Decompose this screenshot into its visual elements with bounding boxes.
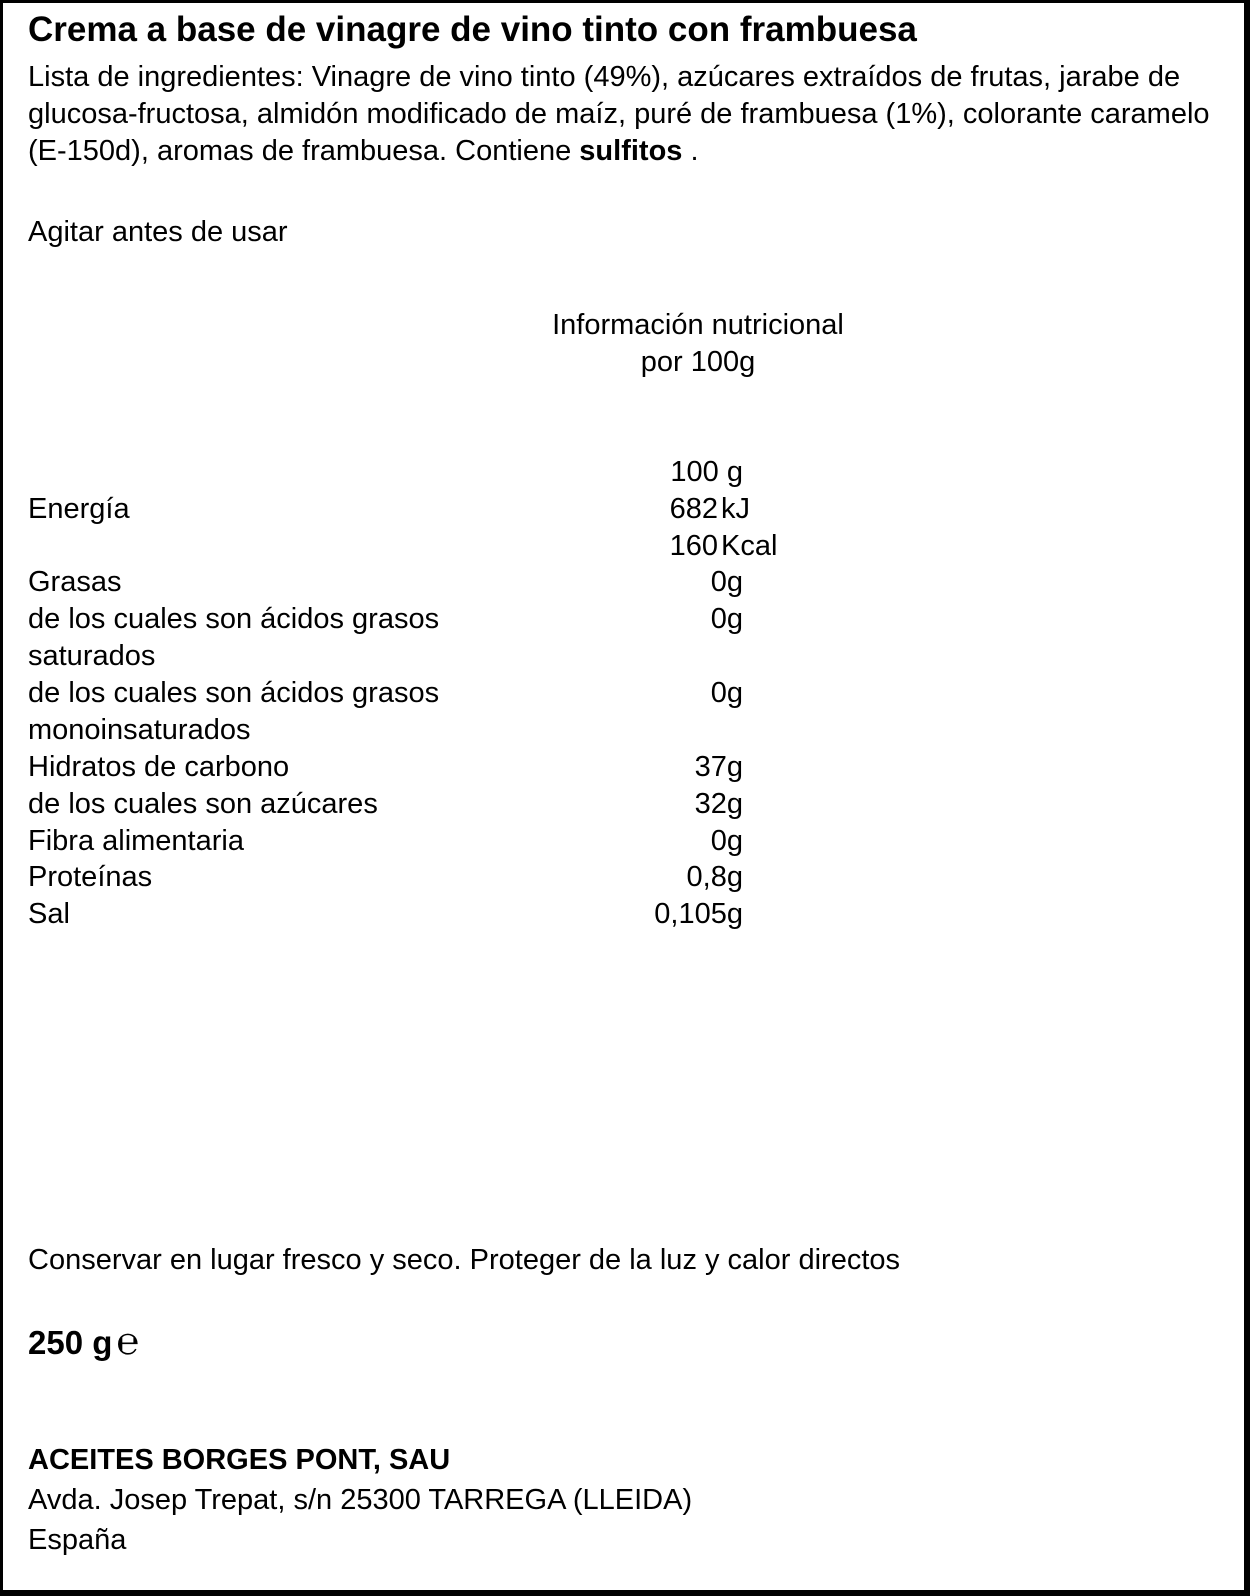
- usage-instructions: Agitar antes de usar: [28, 216, 288, 248]
- net-weight-value: 250 g: [28, 1324, 113, 1361]
- energy-label: Energía: [28, 493, 130, 525]
- ingredients-end: .: [682, 135, 699, 167]
- ingredients-text: Lista de ingredientes: Vinagre de vino tinto (49%), azúcares extraídos de frutas, jarabe de glucosa-fructosa, almidón modificado de maíz, puré de frambuesa (1%), colorante caramelo (E-150d), aromas de frambuesa. Contiene: [28, 61, 1210, 167]
- nutrient-label-monounsaturated: de los cuales son ácidos grasos: [28, 677, 440, 709]
- energy-kcal-unit: Kcal: [721, 530, 778, 562]
- manufacturer-name: ACEITES BORGES PONT, SAU: [28, 1444, 451, 1476]
- estimated-sign-icon: ℮: [116, 1319, 140, 1363]
- nutrient-value-sugars: 32g: [694, 788, 743, 820]
- energy-kj-unit: kJ: [721, 493, 750, 525]
- nutrient-label-fat: Grasas: [28, 566, 122, 598]
- nutrient-label-saturated: de los cuales son ácidos grasos: [28, 603, 440, 635]
- nutrient-value-fat: 0g: [710, 566, 743, 598]
- manufacturer-address: Avda. Josep Trepat, s/n 25300 TARREGA (LLEIDA): [28, 1484, 693, 1516]
- net-weight: [28, 1321, 139, 1363]
- nutrient-value-monounsaturated: 0g: [710, 677, 743, 709]
- nutrient-value-carbohydrates: 37g: [694, 751, 743, 783]
- nutrition-heading: Información nutricional: [552, 309, 844, 341]
- nutrient-label-sugars: de los cuales son azúcares: [28, 788, 378, 820]
- nutrient-value-protein: 0,8g: [686, 861, 743, 893]
- nutrient-label-saturated-cont: saturados: [28, 640, 156, 672]
- nutrient-label-protein: Proteínas: [28, 861, 153, 893]
- nutrient-label-salt: Sal: [28, 898, 70, 930]
- nutrient-label-monounsaturated-cont: monoinsaturados: [28, 714, 251, 746]
- nutrient-value-fibre: 0g: [710, 825, 743, 857]
- nutrient-label-carbohydrates: Hidratos de carbono: [28, 751, 290, 783]
- allergen-sulfitos: sulfitos: [579, 135, 683, 167]
- ingredients-list: [28, 59, 1228, 170]
- nutrient-value-salt: 0,105g: [654, 898, 743, 930]
- nutrition-heading-basis: por 100g: [640, 346, 756, 378]
- energy-kcal-value: 160: [669, 530, 718, 562]
- nutrient-value-saturated: 0g: [710, 603, 743, 635]
- manufacturer-country: España: [28, 1524, 127, 1556]
- energy-kj-value: 682: [669, 493, 718, 525]
- product-title: Crema a base de vinagre de vino tinto con frambuesa: [28, 10, 917, 49]
- storage-instructions: Conservar en lugar fresco y seco. Proteger de la luz y calor directos: [28, 1244, 901, 1276]
- nutrient-label-fibre: Fibra alimentaria: [28, 825, 244, 857]
- nutrition-column-header: 100 g: [670, 456, 743, 488]
